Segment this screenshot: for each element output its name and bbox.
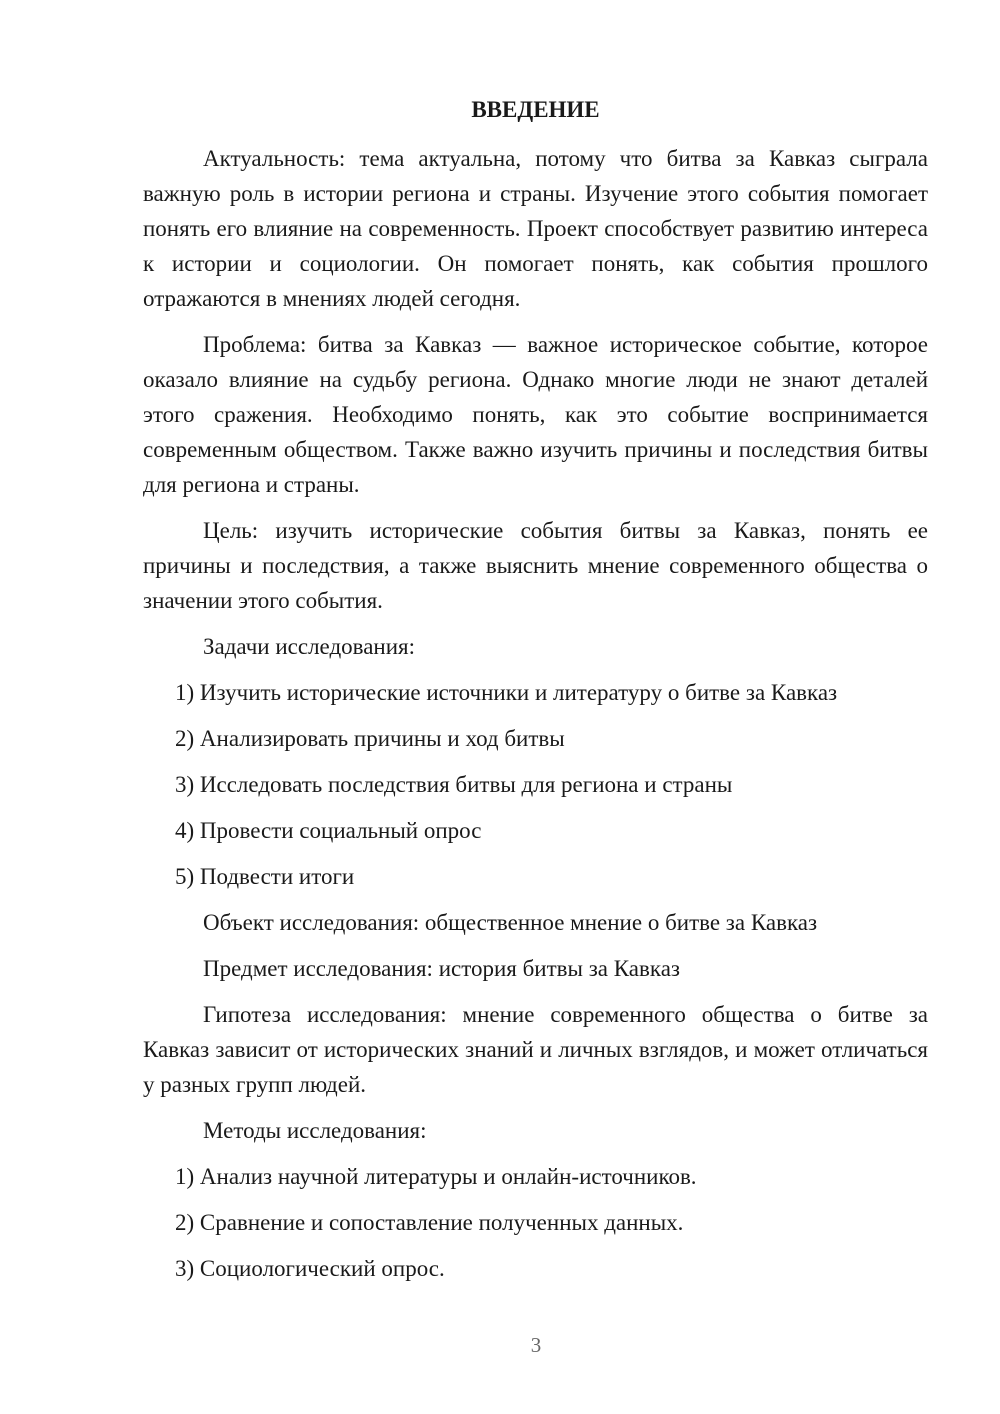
task-item-3: 3) Исследовать последствия битвы для региона и страны [175,772,733,797]
task-item-5: 5) Подвести итоги [175,864,355,889]
methods-title: Методы исследования: [203,1118,427,1143]
research-object: Объект исследования: общественное мнение о битве за Кавказ [203,910,818,935]
page-number: 3 [530,1333,542,1357]
method-item-2: 2) Сравнение и сопоставление полученных данных. [175,1210,684,1235]
task-item-4: 4) Провести социальный опрос [175,818,482,843]
task-item-2: 2) Анализировать причины и ход битвы [175,726,565,751]
goal-paragraph: Цель: изучить исторические события битвы за Кавказ, понять ее причины и последствия, а также выяснить мнение современного общества о значении этого события. [143,518,928,613]
problem-paragraph: Проблема: битва за Кавказ — важное историческое событие, которое оказало влияние на судьбу региона. Однако многие люди не знают деталей этого сражения. Необходимо понять, как это событие воспринимается современным обществом. Также важно изучить причины и последствия битвы для региона и страны. [143,332,928,497]
tasks-title: Задачи исследования: [203,634,416,659]
task-item-1: 1) Изучить исторические источники и литературу о битве за Кавказ [175,680,838,705]
hypothesis-paragraph: Гипотеза исследования: мнение современного общества о битве за Кавказ зависит от исторических знаний и личных взглядов, и может отличаться у разных групп людей. [143,1002,928,1097]
document-page [143,95,928,1297]
method-item-1: 1) Анализ научной литературы и онлайн-источников. [175,1164,697,1189]
research-subject: Предмет исследования: история битвы за Кавказ [203,956,680,981]
relevance-paragraph: Актуальность: тема актуальна, потому что битва за Кавказ сыграла важную роль в истории региона и страны. Изучение этого события помогает понять его влияние на современность. Проект способствует развитию интереса к истории и социологии. Он помогает понять, как события прошлого отражаются в мнениях людей сегодня. [143,146,928,311]
method-item-3: 3) Социологический опрос. [175,1256,445,1281]
section-heading: ВВЕДЕНИЕ [471,97,600,122]
